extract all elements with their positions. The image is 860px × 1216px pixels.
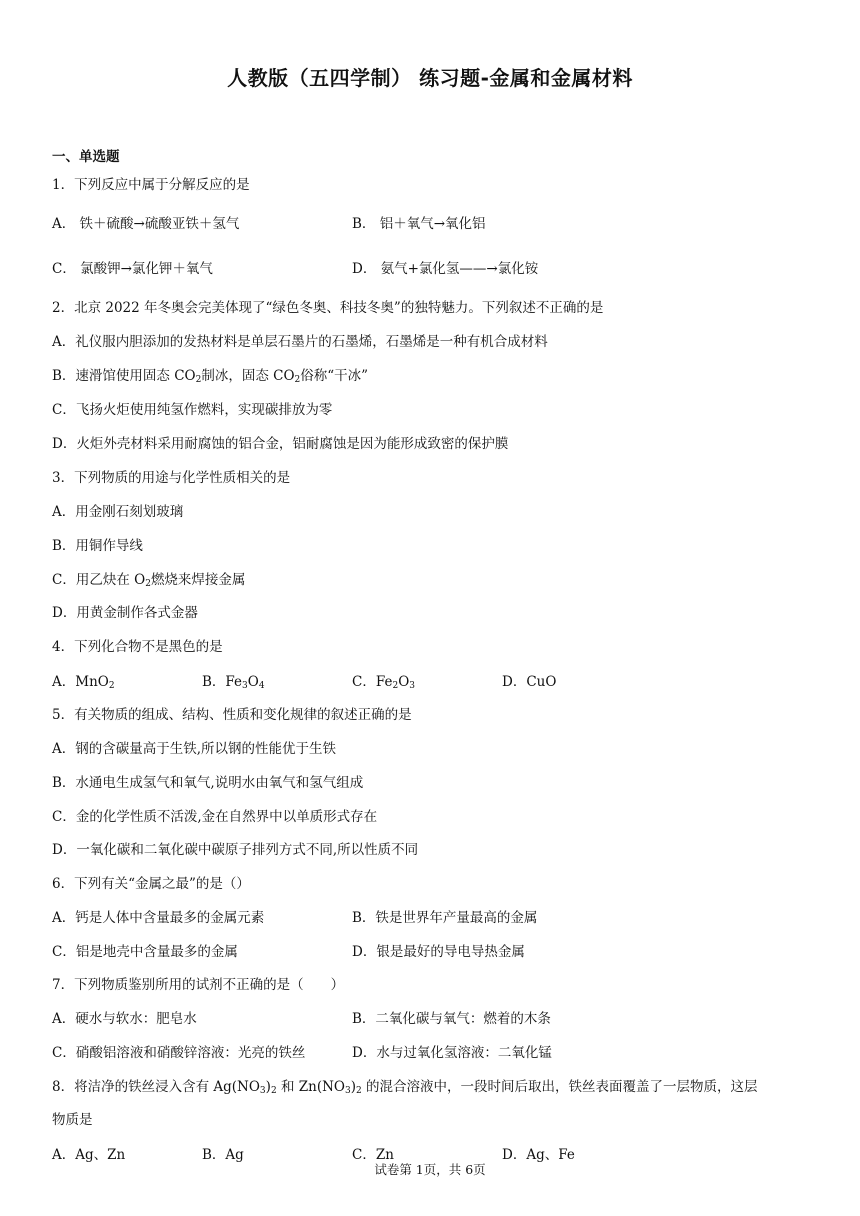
question-8-option-a: A．Ag、Zn (52, 1147, 126, 1163)
question-1-option-a: A． 铁＋硫酸→硫酸亚铁＋氢气 (52, 216, 240, 232)
question-2-option-b: B．速滑馆使用固态 $CO_2$制冰，固态 $CO_2$俗称“干冰” (52, 368, 369, 385)
question-5-stem: 5．有关物质的组成、结构、性质和变化规律的叙述正确的是 (52, 707, 412, 723)
question-2-stem: 2．北京 2022 年冬奥会完美体现了“绿色冬奥、科技冬奥”的独特魅力。下列叙述不正确的是 (52, 300, 604, 316)
question-3-option-c: C．用乙炔在 $O_2$燃烧来焊接金属 (52, 572, 246, 589)
question-6-stem: 6．下列有关“金属之最”的是（） (52, 876, 250, 892)
question-7-option-a: A．硬水与软水：肥皂水 (52, 1011, 197, 1027)
question-6-option-d: D．银是最好的导电导热金属 (352, 944, 525, 960)
question-7-option-d: D．水与过氧化氢溶液：二氧化锰 (352, 1045, 552, 1061)
question-1-option-b: B． 铝＋氧气→氧化铝 (352, 216, 486, 232)
question-5-option-a: A．钢的含碳量高于生铁,所以钢的性能优于生铁 (52, 741, 337, 757)
question-7-option-c: C．硝酸铝溶液和硝酸锌溶液：光亮的铁丝 (52, 1045, 306, 1061)
question-7-option-b: B．二氧化碳与氧气：燃着的木条 (352, 1011, 551, 1027)
question-4-option-a: A．MnO$_2$ (52, 674, 115, 691)
question-8-option-d: D．Ag、Fe (502, 1147, 575, 1163)
question-3-option-d: D．用黄金制作各式金器 (52, 605, 198, 621)
page-footer: 试卷第 1页，共 6页 (374, 1162, 486, 1177)
question-3-stem: 3．下列物质的用途与化学性质相关的是 (52, 470, 291, 486)
question-4-option-c: C．$Fe_2O_3$ (352, 674, 415, 691)
question-6-option-a: A．钙是人体中含量最多的金属元素 (52, 910, 265, 926)
question-5-option-c: C．金的化学性质不活泼,金在自然界中以单质形式存在 (52, 809, 378, 825)
question-3-option-a: A．用金刚石刻划玻璃 (52, 504, 184, 520)
question-8-stem-continued: 物质是 (52, 1112, 93, 1128)
question-3-option-b: B．用铜作导线 (52, 538, 143, 554)
question-4-stem: 4．下列化合物不是黑色的是 (52, 639, 223, 655)
question-1-option-c: C． 氯酸钾→氯化钾＋氧气 (52, 261, 213, 277)
question-8-option-b: B．Ag (202, 1147, 244, 1163)
question-6-option-b: B．铁是世界年产量最高的金属 (352, 910, 538, 926)
page-title: 人教版（五四学制） 练习题-金属和金属材料 (227, 66, 633, 90)
question-8-stem: 8．将洁净的铁丝浸入含有 $Ag(NO_3)_2$ 和 $Zn(NO_3)_2$ 的混合溶液中，一段时间后取出，铁丝表面覆盖了一层物质，这层 (52, 1079, 758, 1096)
section-heading: 一、单选题 (52, 149, 120, 165)
question-6-option-c: C．铝是地壳中含量最多的金属 (52, 944, 238, 960)
question-4-option-d: D．CuO (502, 674, 557, 690)
question-8-option-c: C．Zn (352, 1147, 394, 1163)
question-5-option-d: D．一氧化碳和二氧化碳中碳原子排列方式不同,所以性质不同 (52, 842, 419, 858)
question-1-option-d: D． 氨气+氯化氢——→氯化铵 (352, 261, 539, 277)
question-4-option-b: B．$Fe_3O_4$ (202, 674, 265, 691)
question-7-stem: 7．下列物质鉴别所用的试剂不正确的是（ ） (52, 977, 345, 993)
question-2-option-a: A．礼仪服内胆添加的发热材料是单层石墨片的石墨烯，石墨烯是一种有机合成材料 (52, 334, 548, 350)
question-5-option-b: B．水通电生成氢气和氧气,说明水由氧气和氢气组成 (52, 775, 364, 791)
question-2-option-d: D．火炬外壳材料采用耐腐蚀的铝合金，铝耐腐蚀是因为能形成致密的保护膜 (52, 436, 509, 452)
question-1-stem: 1．下列反应中属于分解反应的是 (52, 177, 250, 193)
question-2-option-c: C．飞扬火炬使用纯氢作燃料，实现碳排放为零 (52, 402, 333, 418)
